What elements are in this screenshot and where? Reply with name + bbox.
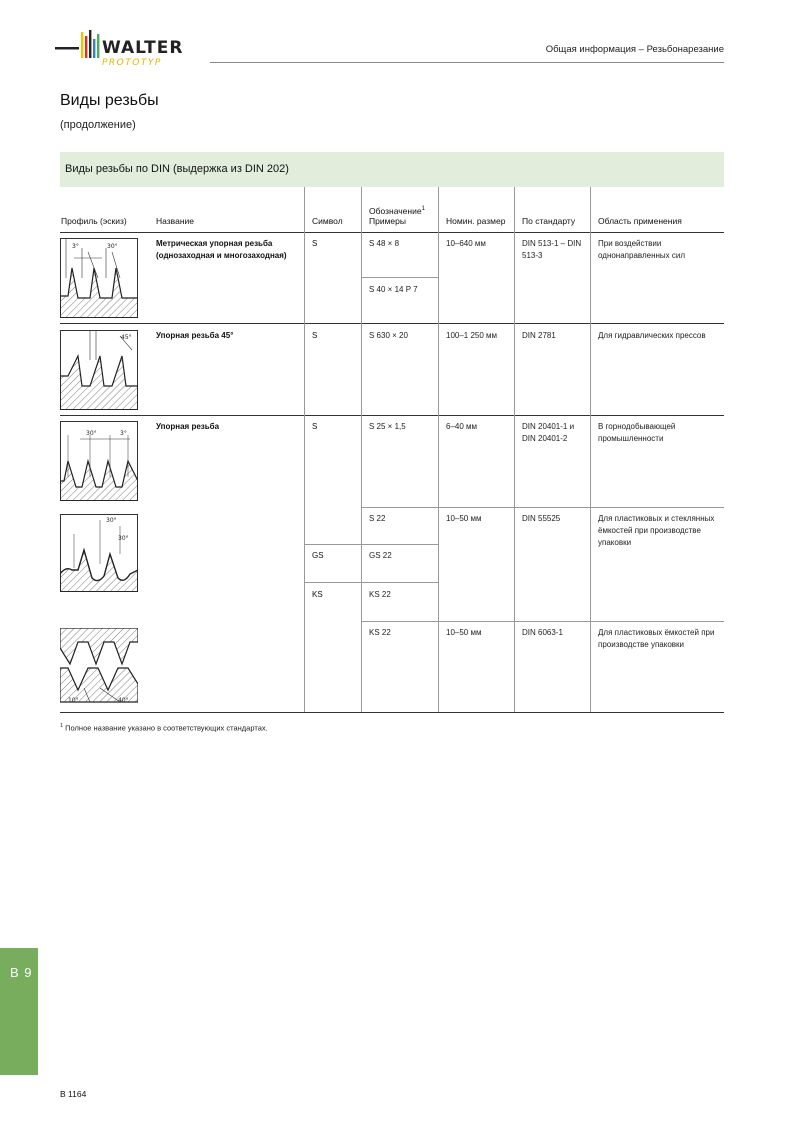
row-divider [361,621,724,622]
group-rule [60,323,724,324]
thread-size: 10–50 мм [446,514,482,523]
col-divider [514,187,515,232]
metric-buttress-thread-sketch [60,238,138,318]
col-header-symbol: Символ [312,216,343,226]
thread-symbol: S [312,422,318,431]
thread-application: При воздействии однонаправленных сил [598,239,686,260]
svg-text:WALTER: WALTER [102,38,184,58]
page-title: Виды резьбы [60,92,159,109]
thread-standard: DIN 513-1 – DIN 513-3 [522,239,582,260]
buttress-thread-sketch-2 [60,514,138,592]
section-title: Виды резьбы по DIN (выдержка из DIN 202) [65,163,289,175]
col-header-size: Номин. размер [446,216,506,226]
svg-text:PROTOTYP: PROTOTYP [102,58,162,68]
group-rule [60,415,724,416]
sketch-angle-label: 30° [86,430,97,437]
sketch-angle-label: 30° [106,517,117,524]
sketch-angle-label: 30° [107,243,118,250]
col-divider [361,232,362,712]
table-bottom-rule [60,712,724,713]
thread-example: S 25 × 1,5 [369,422,406,431]
sketch-angle-label: 40° [118,697,129,704]
row-divider [304,582,438,583]
sketch-angle-label: 3° [72,243,79,250]
walter-prototyp-logo [55,30,200,70]
row-divider [361,277,438,278]
footnote-text: Полное название указано в соответствующих стандартах. [65,723,268,733]
col-header-profile: Профиль (эскиз) [61,216,127,226]
thread-application: Для пластиковых и стеклянных ёмкостей при производстве упаковки [598,514,715,547]
header-bottom-rule [60,232,724,233]
buttress-45-thread-sketch [60,330,138,410]
buttress-thread-sketch-1 [60,421,138,501]
col-divider [438,187,439,232]
thread-size: 100–1 250 мм [446,331,498,340]
thread-symbol: KS [312,590,323,599]
col-divider [514,232,515,712]
footnote-marker: 1 [421,206,425,212]
col-divider [361,187,362,232]
thread-application: Для гидравлических прессов [598,331,706,340]
thread-standard: DIN 6063-1 [522,628,563,637]
col-divider [590,187,591,232]
page-subtitle: (продолжение) [60,119,136,131]
thread-symbol: S [312,331,318,340]
col-divider [438,232,439,712]
col-divider [590,232,591,712]
chapter-tab-label: B 9 [10,965,33,980]
thread-standard: DIN 55525 [522,514,561,523]
col-header-application: Область применения [598,216,682,226]
thread-symbol: GS [312,551,324,560]
thread-application: В горнодобывающей промышленности [598,422,676,443]
thread-size: 10–640 мм [446,239,486,248]
col-header-name: Название [156,216,194,226]
sketch-angle-label: 3° [120,430,127,437]
thread-standard: DIN 20401-1 и DIN 20401-2 [522,422,575,443]
thread-example: S 630 × 20 [369,331,408,340]
col-divider [304,187,305,232]
footnote [60,723,268,733]
header-rule [210,62,724,63]
thread-example: S 48 × 8 [369,239,400,248]
thread-example: KS 22 [369,590,391,599]
col-header-standard: По стандарту [522,216,576,226]
thread-symbol: S [312,239,318,248]
sketch-angle-label: 30° [118,535,129,542]
row-divider [304,544,438,545]
thread-example: S 40 × 14 P 7 [369,285,418,294]
thread-size: 6–40 мм [446,422,478,431]
col-header-designation: Обозначение$^1$ [369,205,425,216]
col-header-examples: Примеры [369,216,406,226]
header-section-title: Общая информация – Резьбонарезание [545,44,724,55]
thread-example: KS 22 [369,628,391,637]
thread-standard: DIN 2781 [522,331,556,340]
page-number: B 1164 [60,1089,87,1099]
sketch-angle-label: 10° [68,697,79,704]
thread-name: Метрическая упорная резьба (однозаходная и многозаходная) [156,239,287,260]
thread-name: Упорная резьба 45° [156,331,234,340]
col-divider [304,232,305,712]
footnote-mark: 1 [60,723,64,729]
thread-size: 10–50 мм [446,628,482,637]
thread-application: Для пластиковых ёмкостей при производстве упаковки [598,628,715,649]
thread-name: Упорная резьба [156,422,220,431]
sketch-angle-label: 45° [121,334,132,341]
buttress-thread-sketch-3 [60,628,138,706]
thread-example: GS 22 [369,551,392,560]
thread-example: S 22 [369,514,386,523]
row-divider [361,507,724,508]
